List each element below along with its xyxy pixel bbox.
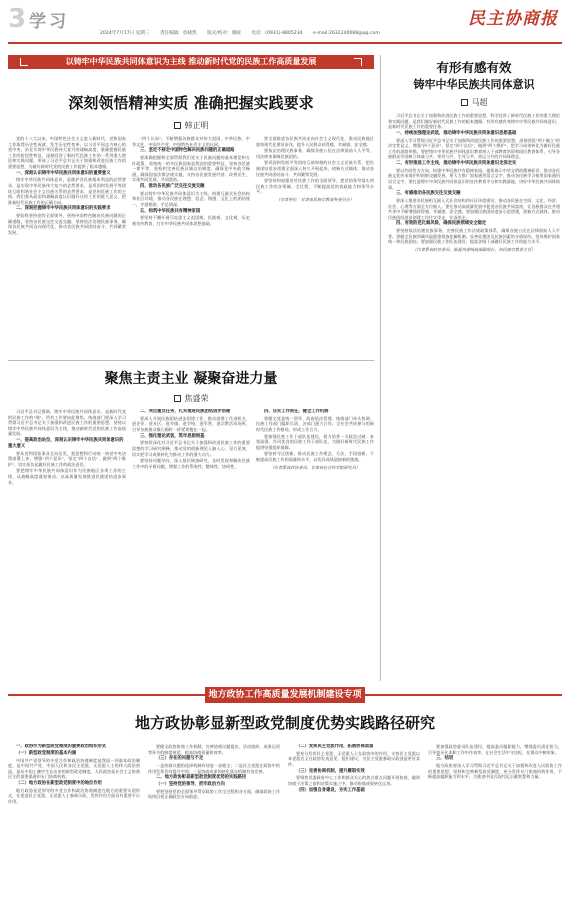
article3-para: 要深入学习贯彻习近平总书记关于加强和改进民族工作的重要思想，深刻领悟"两个确立"的决定性意义，增强"四个意识"、坚定"四个自信"、做到"两个维护"，把学习成果转化为做好民族工作的思路举措。要把铸牢中华民族共同体意识教育纳入干部教育培训和国民教育体系，引导各族群众牢固树立休戚与共、荣辱与共、生死与共、命运与共的共同体理念。 [388, 137, 560, 160]
article3-body [388, 113, 560, 679]
article2-para: 要坚持守正创新，推动民族工作理念、方法、手段创新，不断提高民族工作的质量和水平，以优异成绩迎接新的挑战。 [256, 451, 374, 462]
article2-subheading: 四、压实工作责任，健全工作机制 [264, 409, 329, 414]
page-number: 3 学习 [8, 4, 70, 34]
article2-author: 焦盛荣 [184, 394, 209, 403]
article2-column-3 [256, 409, 374, 679]
article1-para: 要以铸牢中华民族共同体意识为主线，构建互嵌式社会结构和社区环境，推动各民族在理想、信念、情感、文化上的团结统一，守望相助、手足情深。 [132, 190, 250, 207]
article1-para: 要准确把握和全面贯彻我们党关于民族问题的基本理论和方针政策，坚持统一的多民族国家是我国的重要特征，坚持各民族一律平等，坚持和完善民族区域自治制度，确保党中央政令畅通，确保国家法律法规实施，支持各民族发展经济、改善民生，实现共同发展、共同富裕。 [132, 154, 250, 183]
article2-subheading: 一、提高政治站位，深刻认识铸牢中华民族共同体意识的重大意义 [8, 437, 124, 449]
article4-subheading: （二）地方政协在新型政党制度中的地位作用 [16, 780, 102, 786]
article1-subheading: 五、构筑中华民族共有精神家园 [140, 208, 201, 214]
newspaper-logo: 民主协商报 [468, 9, 558, 29]
article4-column-2 [148, 744, 280, 896]
article4-para: 一是协商议题的选择机制有待进一步健全；二是民主党派在政协中的作用发挥仍有提升空间；三是协商成果的转化落实机制有待完善。 [148, 762, 280, 774]
article1-column-3 [256, 136, 374, 354]
masthead [0, 0, 570, 40]
article1-para: 要巩固和发展平等团结互助和谐的社会主义民族关系，把民族团结进步创建全面深入持久开展起来，创新方式载体，推动各民族共同团结奋斗、共同繁荣发展。 [256, 160, 374, 177]
meta-email: e-mail:2632240088@qq.com [313, 31, 380, 36]
article3-title-line2: 铸牢中华民族共同体意识 [413, 78, 535, 91]
article2-column-1 [8, 409, 126, 679]
article3-author-note: （作者系省政协委员、临夏州委统战部副部长、州民族宗教委主任） [412, 246, 536, 252]
article4-para: 要聚焦党委政府中心工作和群众关心的热点难点问题开展协商，做到协商于决策之前和决策实施之中，推动协商成果转化运用。 [288, 775, 420, 786]
article4-column-3 [288, 744, 420, 896]
meta-date: 2024年7月17日 星期三 [100, 31, 150, 36]
article4-para: 要充分发挥民主党派、无党派人士在政协中的作用，支持民主党派以本党派名义在政协发表意见、提出建议，为民主党派参政议政创造更好条件。 [288, 750, 420, 767]
article4-para: 要加强政协委员队伍建设，提高委员履职能力，增强委员责任担当，引导委员在本职工作中作表率，在社会生活中守法纪，在群众中树形象。 [428, 744, 562, 755]
article1-subheading: 三、坚定不移走中国特色解决民族问题的正确道路 [140, 148, 235, 154]
article4-column-4 [428, 744, 562, 896]
article4-title: 地方政协彰显新型政党制度优势实践路径研究 [134, 714, 435, 732]
article2-subheading: 二、突出重点任务，扎实推进民族团结进步创建 [140, 409, 231, 414]
article1-subheading: 四、推动各民族广泛交往交流交融 [140, 183, 205, 189]
article4-subheading: （三）存在的问题与不足 [156, 756, 204, 762]
article1-author: 韩正明 [184, 121, 209, 130]
article4-para: 中国共产党领导的多党合作和政治协商制度是我国一项基本政治制度，是中国共产党、中国人民和各民主党派、无党派人士的伟大政治创造，是从中国土壤中生长出来的新型政党制度。人民政协是社会主义协商民主的重要渠道和专门协商机构。 [8, 757, 140, 780]
article3-byline [386, 97, 562, 108]
meta-editor: 责任编辑：詹晓凯 [159, 31, 197, 36]
bottom-section-banner [8, 687, 562, 716]
masthead-rule [8, 42, 562, 44]
article3-para: 要坚持依法治理民族事务，完善民族工作法规政策体系，确保各族公民在法律面前人人平等。要健全民族领域风险隐患排查化解机制，妥善处理涉及民族因素的矛盾纠纷，坚决维护国家统一和民族团结。要加强民族工作队伍建设，提高各级干部做好民族工作的能力水平。 [388, 228, 560, 245]
article4-column-1 [8, 744, 140, 896]
article2-para: 要持续深化对习近平总书记关于加强和改进民族工作的重要思想的学习研究阐释，推动党的创新理论入脑入心、见行见效，切实把学习成果转化为推动工作的强大动力。 [132, 440, 250, 457]
masthead-meta [100, 30, 560, 40]
article1-subheading: 二、深刻把握铸牢中华民族共同体意识的实践要求 [16, 206, 111, 212]
column-banner [8, 55, 374, 69]
article1-para: 要坚持和加强党对民族工作的全面领导，把党的领导落实到民族工作的各领域、全过程，不断提高党的执政能力和领导水平。 [256, 178, 374, 195]
article3-para: 要深入推进各民族相互嵌入式社会结构和社区环境建设，推动各民族在空间、文化、经济、社会、心理等方面全方位嵌入。要在推动高质量发展中促进各民族共同富裕，让各族群众在共建共享中不断增强获得感、幸福感、安全感。要加强民族团结进步示范创建，创新方式载体，推动民族团结进步创建工作往实里走、往深里走。 [388, 197, 560, 220]
article1-para: 党的十八大以来，中国特色社会主义进入新时代，党和国家工作取得历史性成就、发生历史性变革。以习近平同志为核心的党中央，站在实现中华民族伟大复兴的战略高度，准确把握民族工作的阶段性特征，深刻回答了新时代民族工作的一系列重大理论和实践问题，形成了习近平总书记关于加强和改进民族工作的重要思想，为做好新时代党的民族工作提供了根本遵循。 [8, 136, 126, 169]
article4-subheading: （三）完善协商机制，提升履职实效 [296, 768, 365, 774]
article4-subheading: （一）新型政党制度的基本内涵 [16, 750, 77, 756]
article2-subheading: 三、强化理论武装，筑牢思想根基 [140, 433, 205, 439]
article1-para: 要坚持不懈开展马克思主义祖国观、民族观、文化观、历史观宣传教育，打牢中华民族共同体思想基础。 [132, 215, 250, 226]
article2-byline [8, 393, 374, 404]
article3-para: 习近平总书记关于加强和改进民族工作的重要思想，科学回答了新时代民族工作的重大理论和实践问题，是我们做好新时代民族工作的根本遵循。有形有感有效铸牢中华民族共同体意识，是新时代民族工作的重要任务。 [388, 113, 560, 130]
article2-para: 要从党和国家事业全局出发，把思想和行动统一到党中央决策部署上来，增强"四个意识"、坚定"四个自信"、做到"两个维护"，切实担负起做好民族工作的政治责任。 [8, 450, 126, 467]
article2-author-note: （作者系省政协委员、甘肃省社会科学院研究员） [269, 464, 361, 470]
article1-column-1 [8, 136, 126, 354]
article4-subheading: 二、地方政协彰显新型政党制度优势的实践路径 [156, 775, 247, 781]
article4-subheading: 三、结语 [436, 756, 454, 762]
section-name: 学习 [29, 12, 70, 32]
article1-para: 铸牢中华民族共同体意识，是维护各民族根本利益的必然要求，是实现中华民族伟大复兴的必然要求，是巩固和发展平等团结互助和谐社会主义民族关系的必然要求，是党的民族工作的主线。我们要从政治和战略高度认识做好这项工作的重大意义，把准新时代民族工作的正确方向。 [8, 177, 126, 205]
banner-bracket-right [354, 58, 362, 66]
article4-para: 地方政协要深入学习贯彻习近平总书记关于加强和改进人民政协工作的重要思想，坚持和完善新型政党制度，充分发挥专门协商机构作用，不断提高履职能力和水平，为推进中国式现代化贡献智慧和力量。 [428, 762, 562, 780]
article1-para: 要依法治理民族事务，确保各族公民在法律面前人人平等，用法律来保障民族团结。 [256, 148, 374, 159]
article1-subheading: 一、深刻认识铸牢中华民族共同体意识的重要意义 [16, 170, 111, 176]
article3-para: 要以共同性为方向，构建中华民族共有精神家园，提炼展示中华文明的精神标识，推动各民族文化传承保护和创新交融发展。要大力推广国家通用语言文字，推动各民族学习使用国家通用语言文字。要打造铸牢中华民族共同体意识的宣传教育平台和实践基地，讲好中华民族共同体故事。 [388, 167, 560, 190]
article1-title: 深刻领悟精神实质 准确把握实践要求 [68, 94, 314, 112]
article3-author: 马超 [471, 98, 488, 107]
article1-para: 要全面推进各民族共同走向社会主义现代化，推动民族地区加快现代化建设步伐，提升人民群众获得感、幸福感、安全感。 [256, 136, 374, 147]
article3-subheading: 四、有效防范化解风险，确保民族领域安全稳定 [396, 221, 487, 227]
article1-author-note: （作者单位：甘肃省民族宗教事务委员会） [276, 196, 354, 202]
article3-title-line1: 有形有感有效 [436, 60, 512, 75]
article3-subheading: 二、有形推进工作主线，推动铸牢中华民族共同体意识走深走实 [396, 160, 517, 166]
article4-subheading: （四）加强自身建设，夯实工作基础 [296, 787, 365, 793]
meta-phone: 电话：(0931)-8805234 [251, 31, 303, 36]
column-banner-label: 以铸牢中华民族共同体意识为主线 推动新时代党的民族工作高质量发展 [65, 57, 317, 66]
bottom-banner-label: 地方政协工作高质量发展机制建设专项研究 [205, 687, 365, 703]
article1-para: "四个认同"，不断增强各族群众对伟大祖国、中华民族、中华文化、中国共产党、中国特色社会主义的认同。 [132, 136, 250, 147]
article2-column-2 [132, 409, 250, 679]
article1-para: 要始终坚持党的全面领导，坚持中国特色解决民族问题的正确道路，坚持各民族交往交流交融，坚持依法治理民族事务，确保各民族共同迈向现代化，推动各民族共同团结奋斗、共同繁荣发展。 [8, 213, 126, 235]
article4-para: 要把坚持党的全面领导贯穿政协工作全过程和各方面，确保政协工作始终沿着正确政治方向前进。 [148, 788, 280, 800]
article3-subheading: 一、持续加强理论武装，推动铸牢中华民族共同体意识思想基础 [396, 130, 517, 136]
article2-para: 要加强民族工作干部队伍建设，着力培养一支政治过硬、本领高强、作风优良的民族工作干部队伍，为做好新时代民族工作提供坚强组织保障。 [256, 433, 374, 450]
article2-para: 要健全党委统一领导、政府依法管理、统战部门牵头协调、民族工作部门履职尽责、各部门通力合作、全社会共同参与的新时代民族工作格局，形成工作合力。 [256, 415, 374, 432]
article4-subheading: 一、政协作为新型政党制度的重要政治组织形式 [16, 744, 107, 749]
article2-para: 要把铸牢中华民族共同体意识作为民族地区各项工作的主线，从战略高度谋划推动，以高质量发展推进民族团结进步事业。 [8, 468, 126, 485]
article1-column-2 [132, 136, 250, 354]
article2-para: 要深入开展民族团结进步创建工作，推动创建工作进机关、进企业、进社区、进乡镇、进学校、进军营、进宗教活动场所，引导各族群众像石榴籽一样紧紧抱在一起。 [132, 415, 250, 432]
article1-byline [8, 120, 374, 131]
meta-proof: 版式/校对：谢骏 [207, 31, 241, 36]
section-divider [8, 360, 374, 361]
article2-title: 聚焦主责主业 凝聚奋进力量 [104, 371, 278, 387]
article2-para: 要坚持问题导向，深入基层调查研究，及时发现和解决民族工作中的矛盾问题，增强工作的系统性、整体性、协同性。 [132, 458, 250, 469]
article2-para: 习近平总书记强调，铸牢中华民族共同体意识，是新时代党的民族工作的"纲"，所有工作要向此聚焦。统战部门要深入学习贯彻习近平总书记关于加强和改进民族工作的重要思想，坚持以铸牢中华民族共同体意识为主线，推动新时代党的民族工作高质量发展。 [8, 409, 126, 437]
article4-para: 要健全政协协商工作机制，完善协商议题提出、活动组织、成果运用等环节的制度规范，提高协商质量和效率。 [148, 744, 280, 755]
article4-subheading: （一）坚持党的领导，把牢政治方向 [156, 781, 225, 787]
column-divider [380, 55, 381, 681]
article4-subheading: （二）发挥民主党派作用，拓展协商渠道 [296, 744, 374, 749]
article3-subheading: 三、有感推动各民族交往交流交融 [396, 191, 461, 197]
article4-para: 地方政协是党领导的多党合作和政治协商制度在地方的重要实现形式，在促进民主党派、无党派人士参政议政、发挥作用方面具有重要平台作用。 [8, 787, 140, 804]
